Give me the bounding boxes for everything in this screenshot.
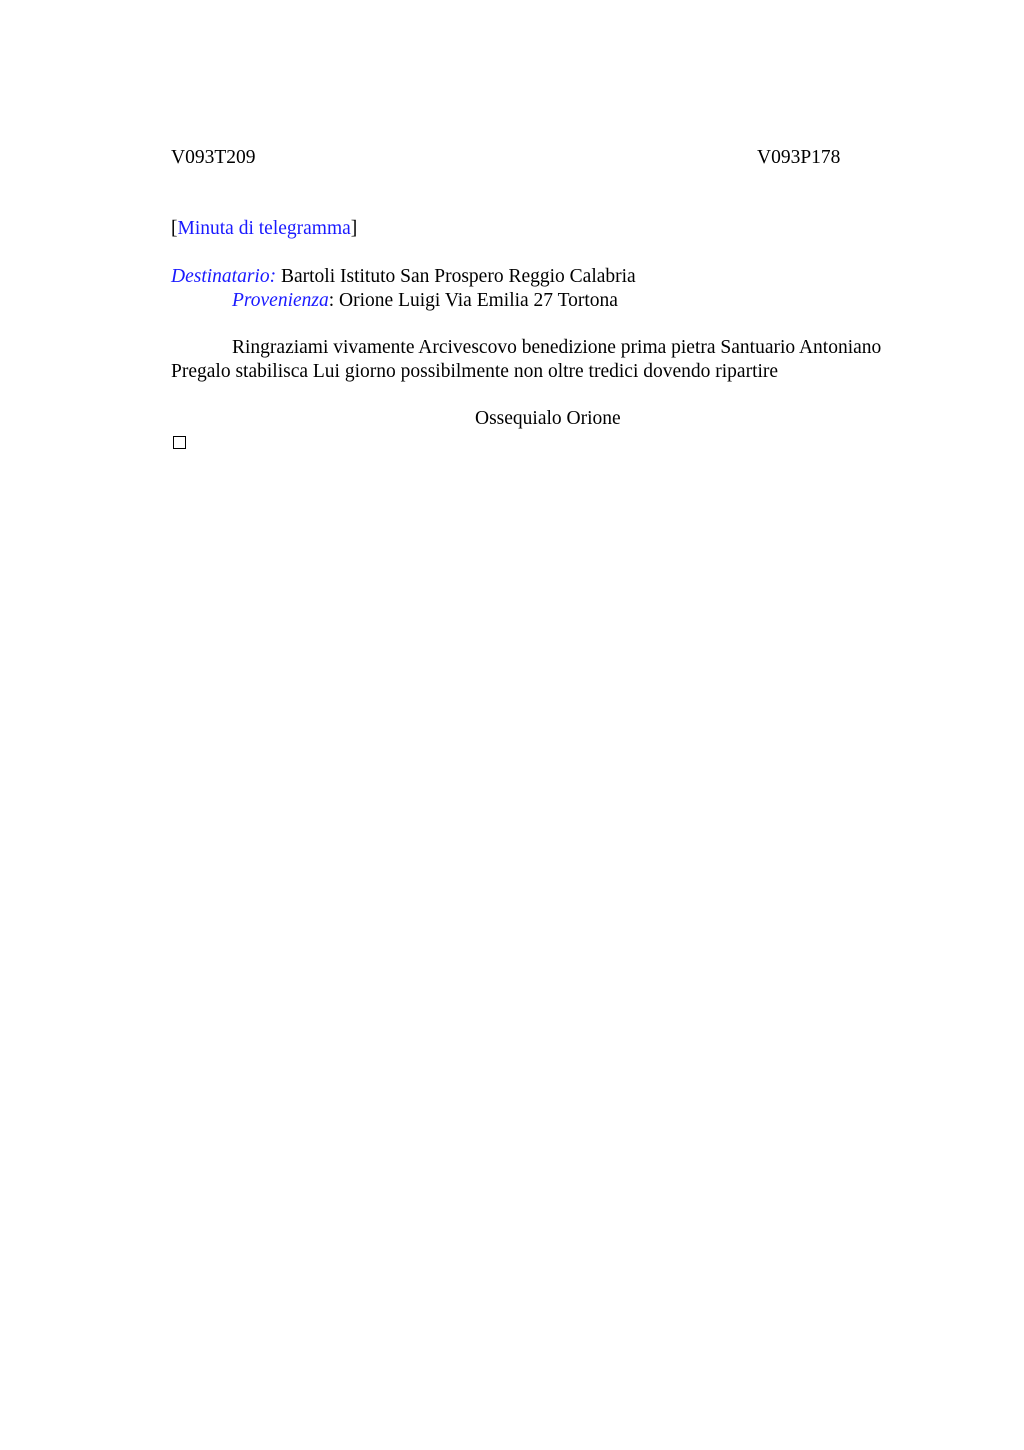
title-close-bracket: ]	[350, 218, 358, 239]
message-line-1: Ringraziami vivamente Arcivescovo benedizione prima pietra Santuario Antoniano	[232, 337, 882, 358]
square-outline-icon	[173, 436, 186, 449]
title-text: Minuta di telegramma	[177, 218, 351, 239]
signature: Ossequialo Orione	[475, 408, 621, 429]
recipient-line	[171, 265, 636, 289]
origin-label: Provenienza	[232, 290, 329, 311]
recipient-label: Destinatario:	[171, 266, 277, 287]
message-line-2: Pregalo stabilisca Lui giorno possibilmente non oltre tredici dovendo ripartire	[171, 361, 779, 382]
document-title	[171, 217, 357, 241]
document-code-right: V093P178	[757, 147, 841, 168]
recipient-value: Bartoli Istituto San Prospero Reggio Calabria	[276, 266, 636, 287]
title-open-bracket: [	[171, 218, 178, 239]
origin-value: : Orione Luigi Via Emilia 27 Tortona	[328, 290, 618, 311]
document-code-left: V093T209	[171, 147, 256, 168]
origin-line	[232, 289, 618, 313]
